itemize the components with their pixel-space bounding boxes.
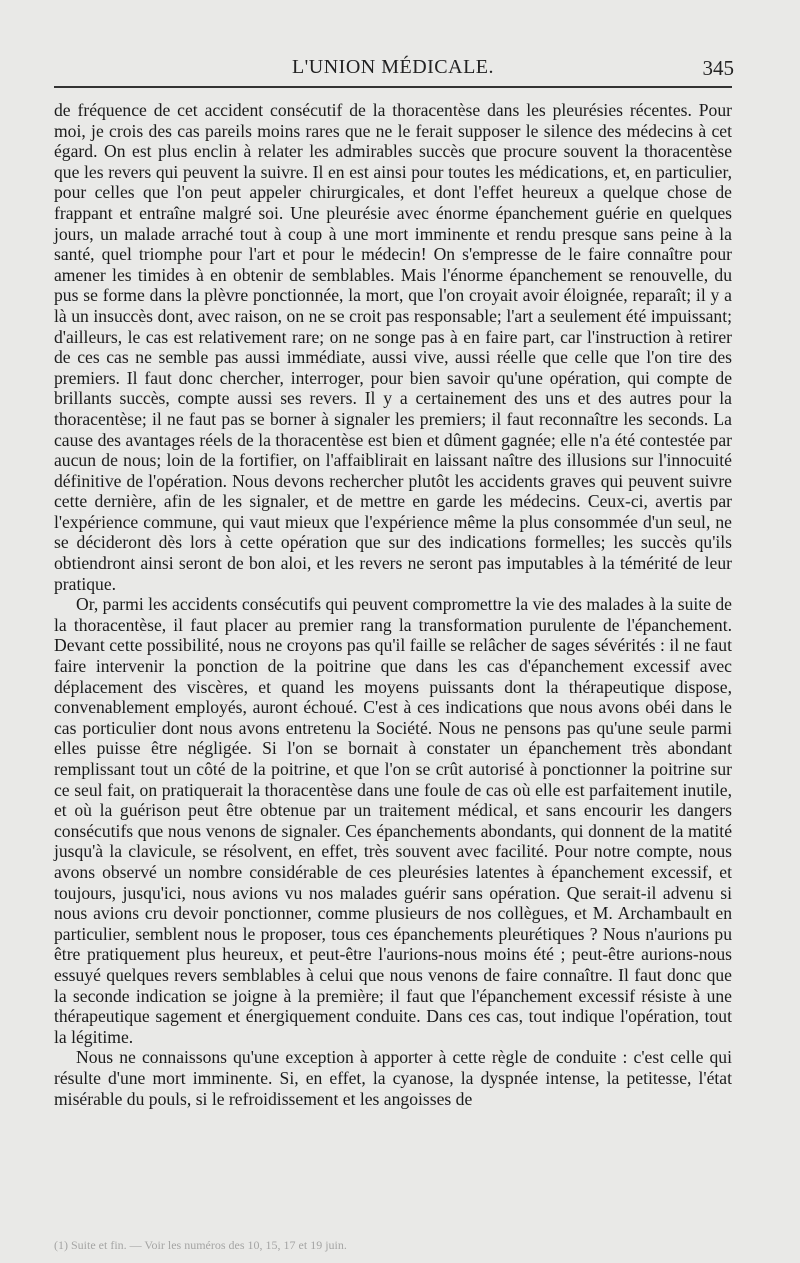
paragraph: Nous ne connaissons qu'une exception à apporter à cette règle de conduite : c'est celle qui résulte d'une mort imminente. Si, en effet, la cyanose, la dyspnée intense, la petitesse, l'état misérable du pouls, si le refroidissement et les angoisses de (54, 1047, 732, 1109)
footnote: (1) Suite et fin. — Voir les numéros des 10, 15, 17 et 19 juin. (54, 1238, 347, 1252)
running-title: L'UNION MÉDICALE. (291, 56, 495, 78)
page-number: 345 (702, 56, 734, 80)
page-header (54, 46, 732, 80)
paragraph: Or, parmi les accidents consécutifs qui peuvent compromettre la vie des malades à la suite de la thoracentèse, il faut placer au premier rang la transformation purulente de l'épanchement. Devant cette possibilité, nous ne croyons pas qu'il faille se relâcher de sages sévérités : il ne faut faire intervenir la ponction de la poitrine que dans les cas d'épanchement excessif avec déplacement des viscères, et quand les moyens puissants dont la thérapeutique dispose, convenablement employés, auront échoué. C'est à ces indications que nous avons obéi dans le cas porticulier dont nous avons entretenu la Société. Nous ne pensons pas qu'une seule parmi elles puisse être négligée. Si l'on se bornait à constater un épanchement très abondant remplissant tout un côté de la poitrine, et que l'on se crût autorisé à ponctionner la poitrine sur ce seul fait, on pratiquerait la thoracentèse dans une foule de cas où elle est parfaitement inutile, et où la guérison peut être obtenue par un traitement médical, et sans encourir les dangers consécutifs que nous venons de signaler. Ces épanchements abondants, qui donnent de la matité jusqu'à la clavicule, se résolvent, en effet, très souvent avec facilité. Pour notre compte, nous avons observé un nombre considérable de ces pleurésies latentes à épanchement excessif, et toujours, jusqu'ici, nous avions vu nos malades guérir sans opération. Que serait-il advenu si nous avions cru devoir ponctionner, comme plusieurs de nos collègues, et M. Archambault en particulier, semblent nous le proposer, tous ces épanchements pleurétiques ? Nous n'aurions pu être pratiquement plus heureux, et peut-être l'aurions-nous moins été ; peut-être aurions-nous essuyé quelques revers semblables à celui que nous venons de faire connaître. Il faut donc que la seconde indication se joigne à la première; il faut que l'épanchement excessif résiste à une thérapeutique sagement et énergiquement conduite. Dans ces cas, tout indique l'opération, tout la légitime. (54, 594, 732, 1047)
header-rule (54, 86, 732, 88)
body-text (54, 100, 732, 1109)
paragraph: de fréquence de cet accident consécutif de la thoracentèse dans les pleurésies récentes. Pour moi, je crois des cas pareils moins rares que ne le ferait supposer le silence des médecins à cet égard. On est plus enclin à relater les admirables succès que procure souvent la thoracentèse que les revers qui peuvent la suivre. Il en est ainsi pour toutes les médications, et, en particulier, pour celles que l'on peut appeler chirurgicales, et dont l'effet heureux a quelque chose de frappant et entraîne malgré soi. Une pleurésie avec énorme épanchement guérie en quelques jours, un malade arraché tout à coup à une mort imminente et rendu presque sans peine à la santé, quel triomphe pour l'art et pour le médecin! On s'empresse de le faire connaître pour amener les timides à en obtenir de semblables. Mais l'énorme épanchement se renouvelle, du pus se forme dans la plèvre ponctionnée, la mort, que l'on croyait avoir éloignée, reparaît; il y a là un insuccès dont, avec raison, on ne se croit pas responsable; l'art a seulement été impuissant; d'ailleurs, le cas est relativement rare; on ne songe pas à en faire part, car l'instruction à retirer de ces cas ne semble pas aussi immédiate, aussi vive, aussi réelle que celle que l'on tire des premiers. Il faut donc chercher, interroger, pour bien savoir qu'une opération, qui compte de brillants succès, compte aussi ses revers. Il y a certainement des uns et des autres pour la thoracentèse; il ne faut pas se borner à signaler les premiers; il faut reconnaître les seconds. La cause des avantages réels de la thoracentèse est bien et dûment gagnée; elle n'a été contestée par aucun de nous; loin de la fortifier, on l'affaiblirait en laissant naître des illusions sur l'innocuité définitive de l'opération. Nous devons rechercher plutôt les accidents graves qui peuvent suivre cette dernière, afin de les signaler, et de mettre en garde les médecins. Ceux-ci, avertis par l'expérience commune, qui vaut mieux que l'expérience même la plus consommée d'un seul, ne se décideront dès lors à cette opération que sur des indications formelles; les succès qu'ils obtiendront ainsi seront de bon aloi, et les revers ne seront pas imputables à la témérité de leur pratique. (54, 100, 732, 594)
